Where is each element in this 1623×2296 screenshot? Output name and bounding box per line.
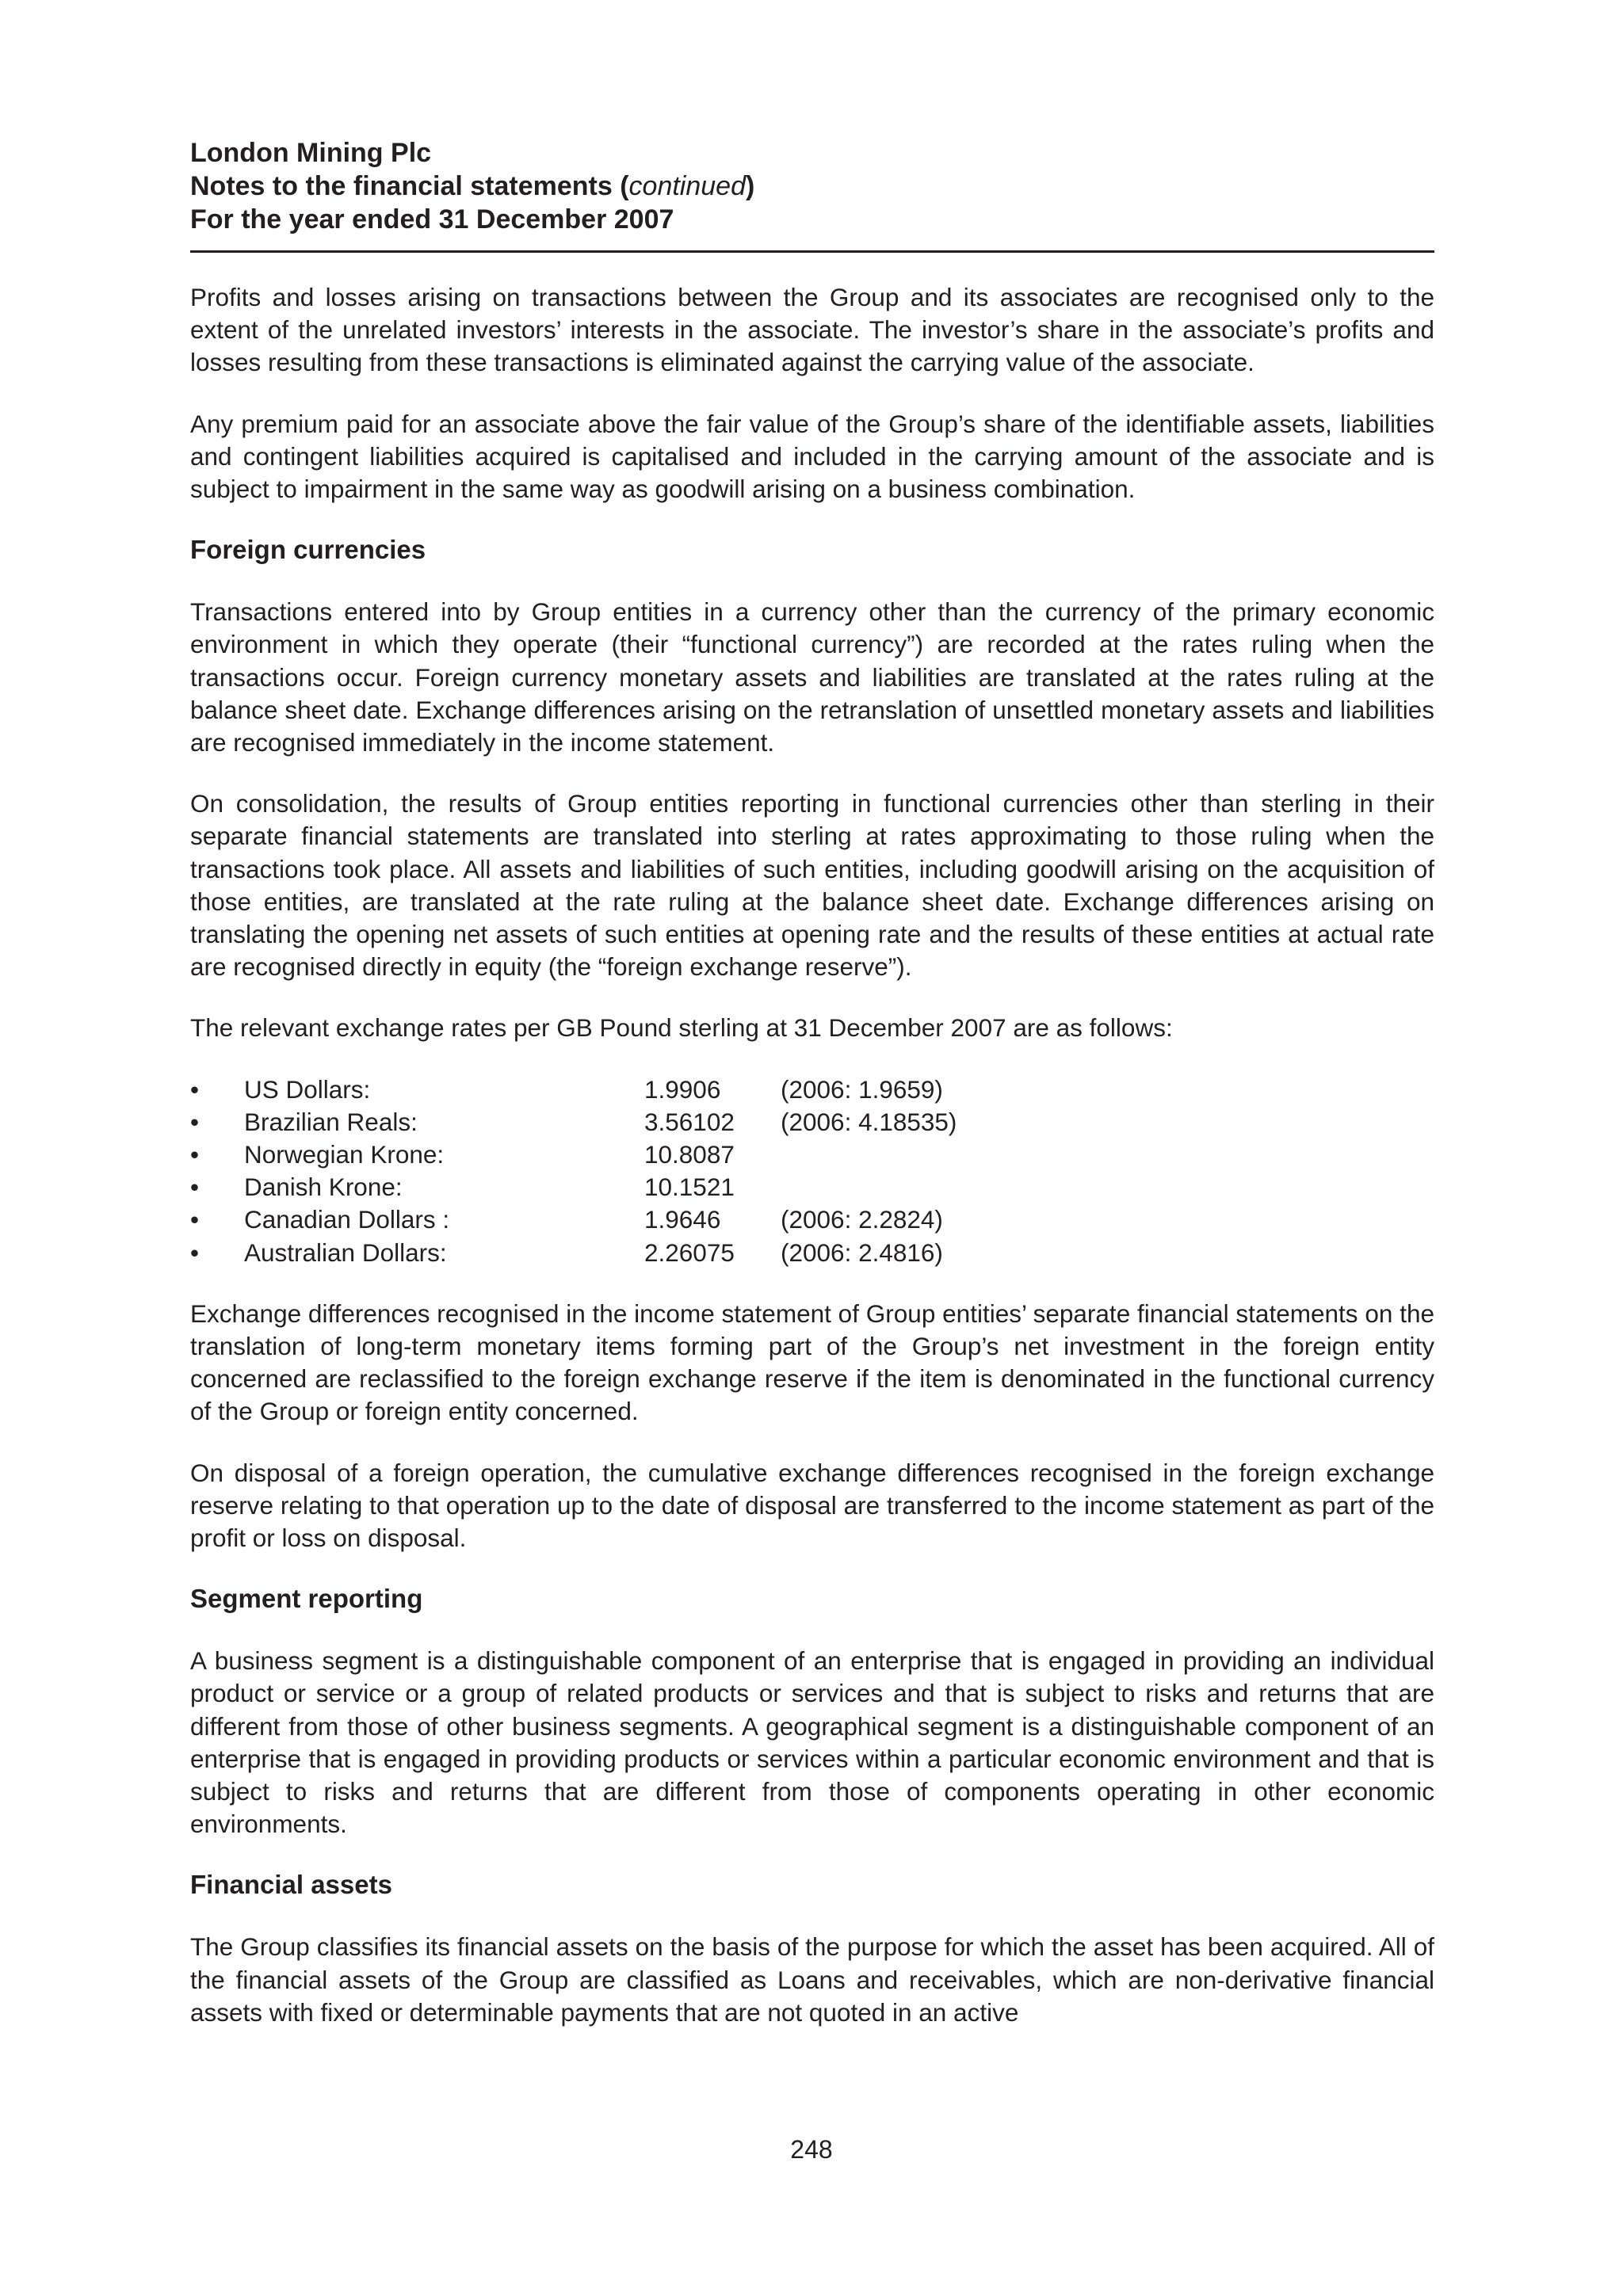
paragraph-exchange-differences: Exchange differences recognised in the income statement of Group entities’ separate financial statements on the translation of long-term monetary items forming part of the Group’s net investment in the foreign entity concerned are reclassified to the foreign exchange reserve if the item is denominated in the functional currency of the Group or foreign entity concerned. xyxy=(190,1299,1434,1426)
currency-name: Danish Krone: xyxy=(244,1173,403,1202)
bullet: • xyxy=(190,1107,200,1136)
paragraph-disposal: On disposal of a foreign operation, the cumulative exchange differences recognised in the foreign exchange reserve relating to that operation up to the date of disposal are transferred to the income statement as part of the profit or loss on disposal. xyxy=(190,1458,1434,1552)
rate-value: 3.56102 xyxy=(644,1107,735,1136)
bullet: • xyxy=(190,1238,200,1267)
prior-rate: (2006: 2.2824) xyxy=(781,1205,943,1234)
rate-value: 2.26075 xyxy=(644,1238,735,1267)
prior-rate: (2006: 4.18535) xyxy=(781,1107,957,1136)
notes-title-text: Notes to the financial statements ( xyxy=(190,171,629,201)
currency-name: Brazilian Reals: xyxy=(244,1107,418,1136)
heading-segment-reporting: Segment reporting xyxy=(190,1584,423,1614)
paragraph-associates-profits: Profits and losses arising on transactions between the Group and its associates are recognised only to the extent of the unrelated investors’ interests in the associate. The investor’s share in the associate’s profits and losses resulting from these transactions is eliminated against the carrying value of the associate. xyxy=(190,283,1434,377)
paragraph-segment: A business segment is a distinguishable component of an enterprise that is engaged in providing an individual product or service or a group of related products or services and that is subject to risks and returns that are different from those of other business segments. A geographical segment is a distinguishable component of an enterprise that is engaged in providing products or services within a particular economic environment and that is subject to risks and returns that are different from those of components operating in other economic environments. xyxy=(190,1646,1434,1839)
bullet: • xyxy=(190,1205,200,1234)
list-item xyxy=(190,1203,1434,1236)
list-item xyxy=(190,1171,1434,1203)
paragraph-rates-intro: The relevant exchange rates per GB Pound sterling at 31 December 2007 are as follows: xyxy=(190,1013,1173,1043)
list-item xyxy=(190,1237,1434,1269)
company-name: London Mining Plc xyxy=(190,138,432,168)
currency-name: Canadian Dollars : xyxy=(244,1205,450,1234)
notes-title xyxy=(190,170,1434,203)
bullet: • xyxy=(190,1173,200,1202)
bullet: • xyxy=(190,1140,200,1169)
currency-name: Australian Dollars: xyxy=(244,1238,447,1267)
continued-label: continued xyxy=(628,171,747,201)
prior-rate: (2006: 2.4816) xyxy=(781,1238,943,1267)
currency-name: US Dollars: xyxy=(244,1074,371,1104)
paragraph-associate-premium: Any premium paid for an associate above the fair value of the Group’s share of the identifiable assets, liabilities and contingent liabilities acquired is capitalised and included in the carrying amount of the associate and is subject to impairment in the same way as goodwill arising on a business combination. xyxy=(190,409,1434,504)
prior-rate: (2006: 1.9659) xyxy=(781,1074,943,1104)
exchange-rates-list xyxy=(190,1074,1434,1269)
paragraph-consolidation: On consolidation, the results of Group entities reporting in functional currencies other than sterling in their separate financial statements are translated into sterling at rates approximating to those ruling when the transactions took place. All assets and liabilities of such entities, including goodwill arising on the acquisition of those entities, are translated at the rate ruling at the balance sheet date. Exchange differences arising on translating the opening net assets of such entities at opening rate and the results of these entities at actual rate are recognised directly in equity (the “foreign exchange reserve”). xyxy=(190,789,1434,982)
list-item xyxy=(190,1074,1434,1106)
heading-financial-assets: Financial assets xyxy=(190,1870,392,1900)
page-number: 248 xyxy=(790,2135,833,2164)
paragraph-financial-assets: The Group classifies its financial assets on the basis of the purpose for which the asset has been acquired. All of the financial assets of the Group are classified as Loans and receivables, which are non-derivative financial assets with fixed or determinable payments that are not quoted in an active xyxy=(190,1932,1434,2027)
rate-value: 1.9906 xyxy=(644,1074,721,1104)
period-label: For the year ended 31 December 2007 xyxy=(190,204,674,235)
list-item xyxy=(190,1138,1434,1171)
bullet: • xyxy=(190,1074,200,1104)
paragraph-transactions: Transactions entered into by Group entities in a currency other than the currency of the primary economic environment in which they operate (their “functional currency”) are recorded at the rates ruling when the transactions occur. Foreign currency monetary assets and liabilities are translated at the rates ruling at the balance sheet date. Exchange differences arising on the retranslation of unsettled monetary assets and liabilities are recognised immediately in the income statement. xyxy=(190,597,1434,757)
document-header xyxy=(190,136,1434,236)
rate-value: 10.8087 xyxy=(644,1140,735,1169)
rate-value: 10.1521 xyxy=(644,1173,735,1202)
rate-value: 1.9646 xyxy=(644,1205,721,1234)
currency-name: Norwegian Krone: xyxy=(244,1140,445,1169)
list-item xyxy=(190,1106,1434,1138)
document-page xyxy=(190,136,1434,2058)
heading-foreign-currencies: Foreign currencies xyxy=(190,535,426,565)
notes-title-close: ) xyxy=(746,171,755,201)
header-divider xyxy=(190,250,1434,253)
